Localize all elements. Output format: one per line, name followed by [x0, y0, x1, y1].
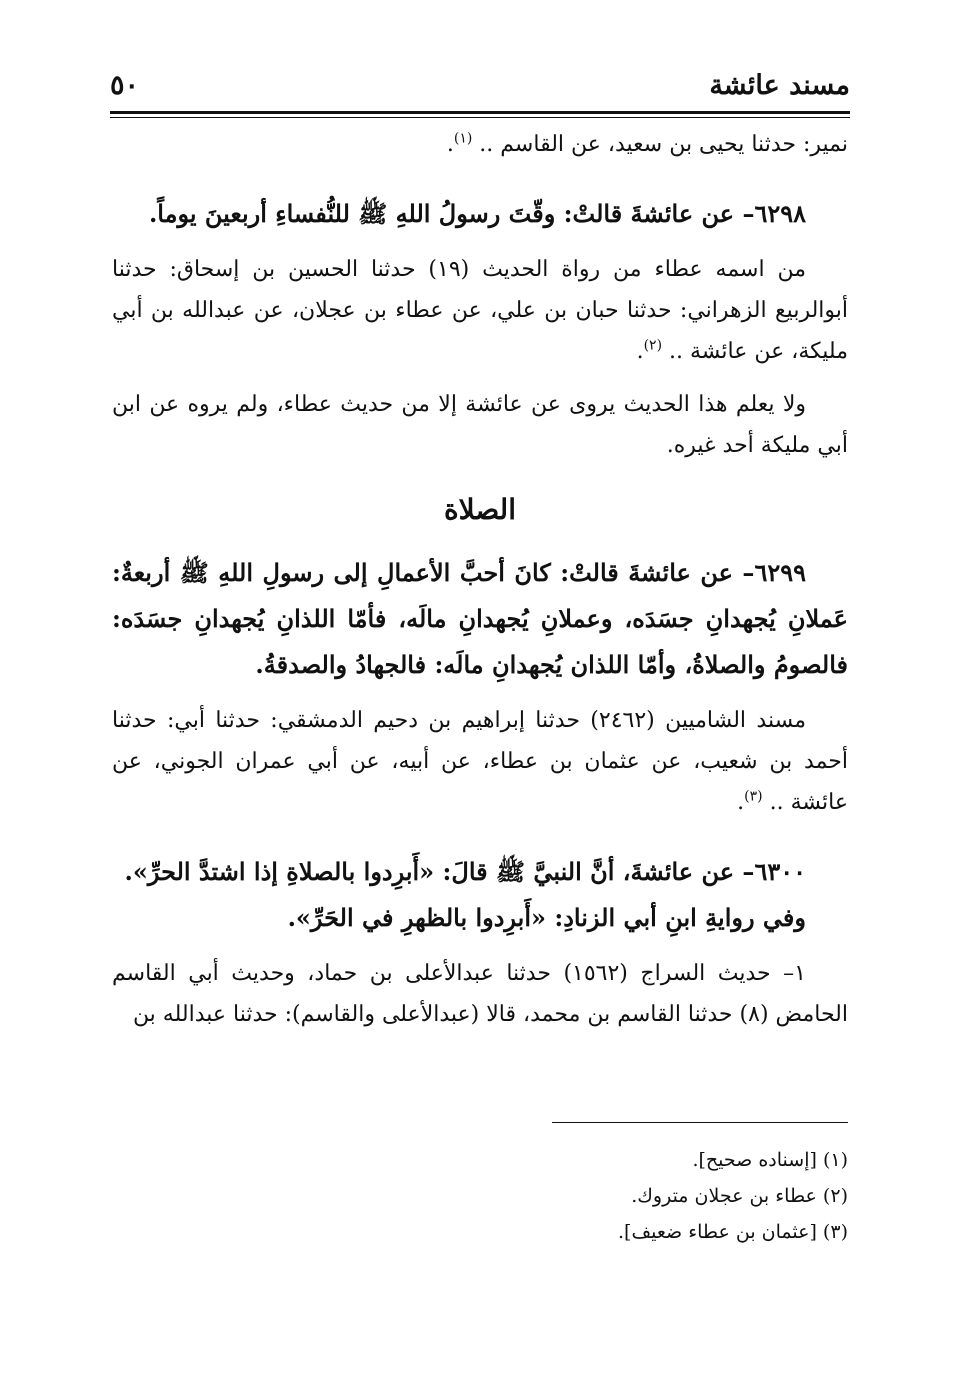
footnote-separator [552, 1122, 848, 1123]
running-header [110, 70, 850, 104]
footnotes [112, 1142, 848, 1250]
footnote-ref-1[interactable]: (١) [453, 130, 473, 147]
header-rule-thin [110, 117, 850, 118]
footnote-ref-2[interactable]: (٢) [643, 337, 663, 354]
header-rule-thick [110, 111, 850, 114]
hadith-6300: ٦٣٠٠– عن عائشةَ، أنَّ النبيَّ ﷺ قالَ: «أَبرِدوا بالصلاةِ إذا اشتدَّ الحرِّ». [124, 857, 806, 886]
footnote-ref-3[interactable]: (٣) [744, 788, 763, 805]
main-text [112, 124, 848, 1035]
footnote-1: (١) [إسناده صحيح]. [692, 1149, 848, 1171]
hadith-6298: ٦٢٩٨– عن عائشةَ قالتْ: وقّتَ رسولُ اللهِ ﷺ للنُّفساءِ أربعينَ يوماً. [148, 199, 806, 228]
source-paragraph-3: ١– حديث السراج (١٥٦٢) حدثنا عبدالأعلى بن حماد، وحديث أبي القاسم الحامض (٨) حدثنا القاسم بن محمد، قالا (عبدالأعلى والقاسم): حدثنا عبدالله بن [112, 961, 848, 1027]
paragraph-continuation: نمير: حدثنا يحيى بن سعيد، عن القاسم .. $^{(١)}$. [446, 130, 848, 157]
hadith-6300-variant: وفي روايةِ ابنِ أبي الزنادِ: «أَبرِدوا بالظهرِ في الحَرِّ». [287, 903, 806, 932]
footnote-3: (٣) [عثمان بن عطاء ضعيف]. [618, 1221, 848, 1243]
source-paragraph-1: من اسمه عطاء من رواة الحديث (١٩) حدثنا الحسين بن إسحاق: حدثنا أبوالربيع الزهراني: حدثنا حبان بن علي، عن عطاء بن عجلان، عن عبدالله بن أبي مليكة، عن عائشة .. $^{(٢)}$. [112, 257, 848, 364]
source-paragraph-2: مسند الشاميين (٢٤٦٢) حدثنا إبراهيم بن دحيم الدمشقي: حدثنا أبي: حدثنا أحمد بن شعيب، عن عثمان بن عطاء، عن أبيه، عن أبي عمران الجوني، عن عائشة .. $^{(٣)}$. [112, 708, 848, 815]
commentary-paragraph: ولا يعلم هذا الحديث يروى عن عائشة إلا من حديث عطاء، ولم يروه عن ابن أبي مليكة أحد غيره. [112, 392, 848, 458]
hadith-6299: ٦٢٩٩– عن عائشةَ قالتْ: كانَ أحبَّ الأعمالِ إلى رسولِ اللهِ ﷺ أربعةٌ: عَملانِ يُجهدانِ جسَدَه، وعملانِ يُجهدانِ مالَه، فأمّا اللذانِ يُجهدانِ جسَدَه: فالصومُ والصلاةُ، وأمّا اللذان يُجهدانِ مالَه: فالجهادُ والصدقةُ. [112, 558, 849, 679]
section-heading: الصلاة [444, 493, 516, 526]
page-number: ٥٠ [110, 70, 140, 101]
footnote-2: (٢) عطاء بن عجلان متروك. [631, 1185, 848, 1207]
header-title: مسند عائشة [709, 70, 850, 101]
